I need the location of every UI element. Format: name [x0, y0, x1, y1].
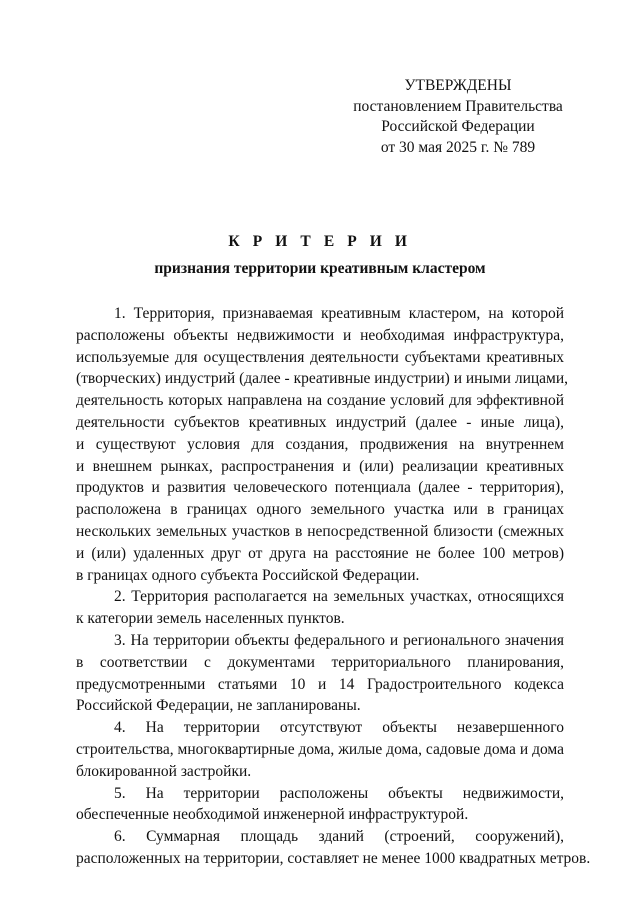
text-line: 2. Территория располагается на земельных участках, относящихся: [114, 588, 564, 606]
approval-block: [340, 76, 576, 158]
text-line: деятельность которых направлена на создание условий для эффективной: [76, 392, 564, 410]
text-line: блокированной застройки.: [76, 762, 252, 780]
document-subtitle: признания территории креативным кластером: [154, 260, 486, 277]
text-line: нескольких земельных участков в непосредственной близости (смежных: [76, 522, 564, 540]
approval-line: Российской Федерации: [381, 118, 535, 135]
text-line: строительства, многоквартирные дома, жилые дома, садовые дома и дома: [76, 740, 564, 758]
text-line: используемые для осуществления деятельности субъектами креативных: [76, 348, 564, 366]
document-title: К Р И Т Е Р И И: [228, 233, 412, 250]
text-line: Российской Федерации, не запланированы.: [76, 697, 361, 715]
text-line: и внешнем рынках, распространения и (или) реализации креативных: [76, 457, 564, 475]
text-line: 6. Суммарная площадь зданий (строений, сооружений),: [114, 828, 564, 846]
text-line: 4. На территории отсутствуют объекты незавершенного: [114, 719, 564, 737]
text-line: в границах одного субъекта Российской Федерации.: [76, 566, 420, 584]
text-line: и существуют условия для создания, продвижения на внутреннем: [76, 435, 564, 453]
text-line: продуктов и развития человеческого потенциала (далее - территория),: [76, 479, 564, 497]
document-body: [76, 303, 591, 870]
text-line: предусмотренными статьями 10 и 14 Градостроительного кодекса: [76, 675, 564, 693]
text-line: расположены объекты недвижимости и необходимая инфраструктура,: [76, 326, 564, 344]
text-line: обеспеченные необходимой инженерной инфраструктурой.: [76, 806, 469, 824]
text-line: расположенных на территории, составляет не менее 1000 квадратных метров.: [76, 849, 591, 867]
approval-heading: УТВЕРЖДЕНЫ: [404, 77, 512, 94]
text-line: 5. На территории расположены объекты недвижимости,: [114, 784, 564, 802]
text-line: деятельности субъектов креативных индустрий (далее - иные лица),: [76, 413, 564, 431]
text-line: к категории земель населенных пунктов.: [76, 610, 345, 628]
text-line: в соответствии с документами территориального планирования,: [76, 653, 564, 671]
approval-line: постановлением Правительства: [353, 97, 563, 115]
text-line: и (или) удаленных друг от друга на расстояние не более 100 метров): [76, 544, 564, 562]
approval-date-number: от 30 мая 2025 г. № 789: [380, 138, 536, 156]
text-line: (творческих) индустрий (далее - креативные индустрии) и иными лицами,: [76, 370, 569, 388]
text-line: 1. Территория, признаваемая креативным кластером, на которой: [114, 305, 564, 322]
text-line: 3. На территории объекты федерального и регионального значения: [114, 631, 564, 649]
text-line: расположена в границах одного земельного участка или в границах: [76, 501, 564, 519]
